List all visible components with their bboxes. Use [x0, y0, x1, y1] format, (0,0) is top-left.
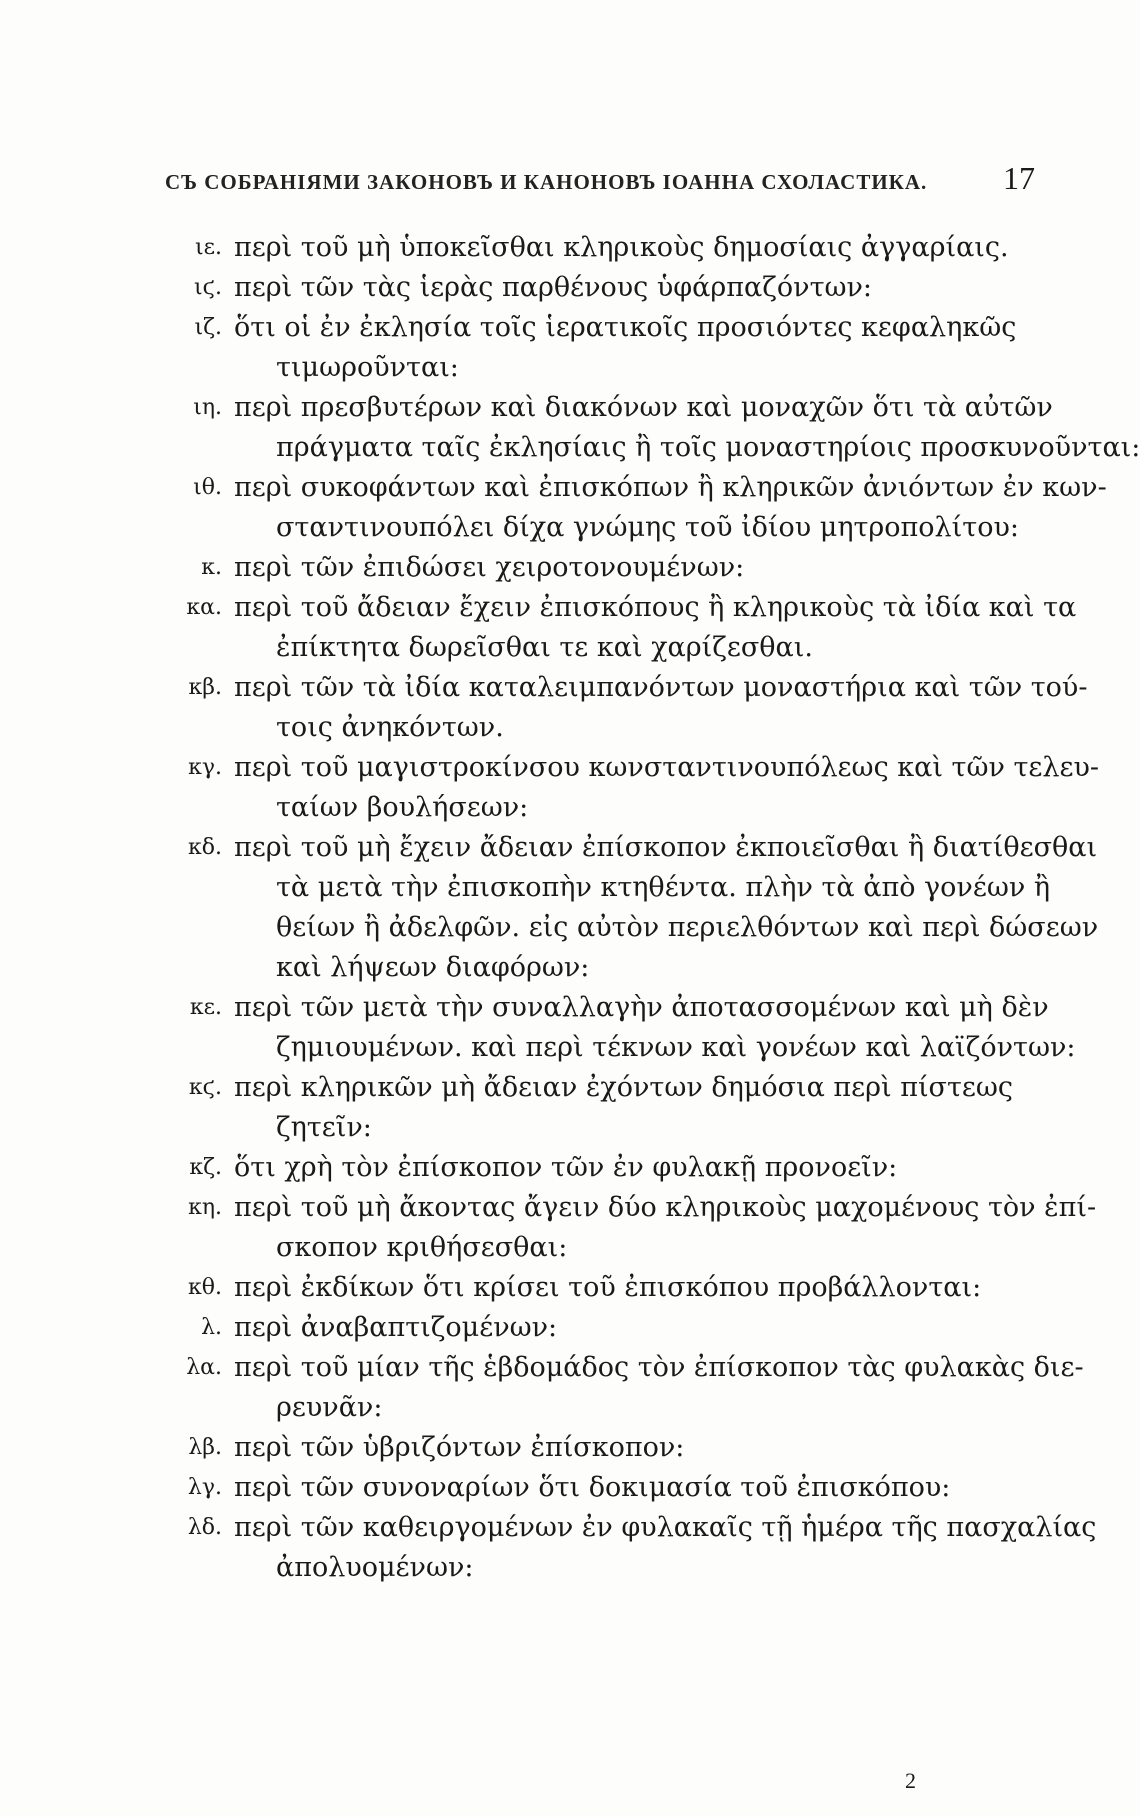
- entry-line: περὶ ἐκδίκων ὅτι κρίσει τοῦ ἐπισκόπου προβάλλονται:: [234, 1272, 982, 1303]
- entry-number: λ.: [201, 1315, 222, 1340]
- entry-text: [234, 748, 1099, 828]
- entry-line: ἀπολυομένων:: [276, 1552, 474, 1583]
- entry-text: [234, 988, 1076, 1068]
- entry-text: [234, 668, 1087, 748]
- entry-number: ιζ.: [194, 315, 222, 340]
- entry-number: κϛ.: [188, 1075, 222, 1100]
- entry-line: σταντινουπόλει δίχα γνώμης τοῦ ἰδίου μητροπολίτου:: [276, 512, 1019, 543]
- entry-text: [234, 268, 1050, 308]
- entry-line: περὶ τοῦ μὴ ὑποκεῖσθαι κληρικοὺς δημοσίαις ἀγγαρίαις.: [234, 232, 1009, 263]
- entry-text: [234, 1188, 1096, 1268]
- entry-text: [234, 468, 1107, 548]
- entry-line: περὶ τοῦ μὴ ἄκοντας ἄγειν δύο κληρικοὺς μαχομένους τὸν ἐπί-: [234, 1192, 1097, 1223]
- entry-line: περὶ τῶν ἐπιδώσει χειροτονουμένων:: [234, 552, 745, 583]
- entry-number: κα.: [186, 595, 222, 620]
- list-item: [150, 1428, 1050, 1468]
- entry-line: ρευνᾶν:: [276, 1392, 383, 1423]
- entry-text: [234, 1348, 1084, 1428]
- list-item: [150, 1308, 1050, 1348]
- list-item: [150, 1508, 1097, 1588]
- entry-line: περὶ τῶν μετὰ τὴν συναλλαγὴν ἀποτασσομένων καὶ μὴ δὲν: [234, 992, 1049, 1023]
- entry-line: περὶ τοῦ μαγιστροκίνσου κωνσταντινουπόλεως καὶ τῶν τελευ-: [234, 752, 1100, 783]
- entry-text: [234, 308, 1050, 388]
- entry-text: [234, 1428, 1050, 1468]
- entry-line: καὶ λήψεων διαφόρων:: [276, 952, 590, 983]
- entry-text: [234, 1148, 1050, 1188]
- entry-number: κθ.: [188, 1275, 222, 1300]
- list-item: [150, 828, 1099, 988]
- list-item: [150, 588, 1077, 668]
- entry-line: τιμωροῦνται:: [276, 352, 459, 383]
- list-item: [150, 1468, 1050, 1508]
- entry-text: [234, 228, 1050, 268]
- entry-line: τοις ἀνηκόντων.: [276, 712, 504, 743]
- list-item: [150, 268, 1050, 308]
- entry-text: [234, 828, 1098, 988]
- entry-number: λβ.: [188, 1435, 222, 1460]
- entry-number: κζ.: [189, 1155, 222, 1180]
- entry-line: περὶ τοῦ μὴ ἔχειν ἄδειαν ἐπίσκοπον ἐκποιεῖσθαι ἢ διατίθεσθαι: [234, 832, 1098, 863]
- entry-line: περὶ τοῦ ἄδειαν ἔχειν ἐπισκόπους ἢ κληρικοὺς τὰ ἰδία καὶ τα: [234, 592, 1077, 623]
- entry-line: περὶ τῶν τὰ ἰδία καταλειμπανόντων μοναστήρια καὶ τῶν τού-: [234, 672, 1088, 703]
- entry-text: [234, 1508, 1096, 1588]
- signature-mark: 2: [905, 1768, 916, 1793]
- entry-number: κβ.: [188, 675, 222, 700]
- list-item: [150, 228, 1050, 268]
- entry-text: [234, 1468, 1050, 1508]
- list-item: [150, 1148, 1050, 1188]
- entry-text: [234, 388, 1140, 468]
- entry-line: σκοπον κριθήσεσθαι:: [276, 1232, 568, 1263]
- table-of-contents: [150, 228, 1140, 1588]
- entry-line: ζημιουμένων. καὶ περὶ τέκνων καὶ γονέων καὶ λαϊζόντων:: [276, 1032, 1076, 1063]
- entry-line: περὶ τῶν τὰς ἱερὰς παρθένους ὑφάρπαζόντων:: [234, 272, 873, 303]
- entry-text: [234, 1068, 1050, 1148]
- entry-line: ὅτι οἱ ἐν ἐκλησία τοῖς ἱερατικοῖς προσιόντες κεφαληκῶς: [234, 312, 1017, 343]
- entry-number: κε.: [189, 995, 222, 1020]
- entry-line: περὶ πρεσβυτέρων καὶ διακόνων καὶ μοναχῶν ὅτι τὰ αὐτῶν: [234, 392, 1053, 423]
- list-item: [150, 1348, 1084, 1428]
- page-header: [165, 160, 1035, 197]
- entry-text: [234, 1268, 1050, 1308]
- entry-text: [234, 548, 1050, 588]
- list-item: [150, 668, 1088, 748]
- entry-line: ταίων βουλήσεων:: [276, 792, 529, 823]
- entry-line: περὶ συκοφάντων καὶ ἐπισκόπων ἢ κληρικῶν ἀνιόντων ἐν κων-: [234, 472, 1107, 503]
- list-item: [150, 988, 1076, 1068]
- entry-line: περὶ ἀναβαπτιζομένων:: [234, 1312, 558, 1343]
- entry-line: θείων ἢ ἀδελφῶν. εἰς αὐτὸν περιελθόντων καὶ περὶ δώσεων: [276, 912, 1099, 943]
- entry-number: ιη.: [193, 395, 222, 420]
- page-number: 17: [1003, 160, 1035, 196]
- entry-number: κγ.: [188, 755, 222, 780]
- entry-number: λγ.: [187, 1475, 222, 1500]
- list-item: [150, 308, 1050, 388]
- entry-line: περὶ τῶν ὑβριζόντων ἐπίσκοπον:: [234, 1432, 685, 1463]
- entry-line: ζητεῖν:: [276, 1112, 372, 1143]
- entry-line: ὅτι χρὴ τὸν ἐπίσκοπον τῶν ἐν φυλακῇ προνοεῖν:: [234, 1152, 898, 1183]
- list-item: [150, 468, 1107, 548]
- list-item: [150, 1268, 1050, 1308]
- list-item: [150, 1068, 1050, 1148]
- list-item: [150, 388, 1140, 468]
- running-head: СЪ СОБРАНІЯМИ ЗАКОНОВЪ И КАНОНОВЪ ІОАННА СХОЛАСТИКА.: [165, 170, 928, 194]
- entry-line: περὶ τῶν καθειργομένων ἐν φυλακαῖς τῇ ἡμέρα τῆς πασχαλίας: [234, 1512, 1097, 1543]
- entry-number: κδ.: [188, 835, 222, 860]
- entry-line: περὶ κληρικῶν μὴ ἄδειαν ἐχόντων δημόσια περὶ πίστεως: [234, 1072, 1014, 1103]
- entry-line: πράγματα ταῖς ἐκλησίαις ἢ τοῖς μοναστηρίοις προσκυνοῦνται:: [276, 432, 1140, 463]
- entry-number: κ.: [201, 555, 222, 580]
- list-item: [150, 1188, 1097, 1268]
- entry-text: [234, 588, 1076, 668]
- entry-line: ἐπίκτητα δωρεῖσθαι τε καὶ χαρίζεσθαι.: [276, 632, 813, 663]
- entry-number: κη.: [188, 1195, 222, 1220]
- entry-number: λδ.: [187, 1515, 222, 1540]
- entry-text: [234, 1308, 1050, 1348]
- list-item: [150, 748, 1100, 828]
- entry-number: ιθ.: [193, 475, 222, 500]
- entry-line: περὶ τῶν συνοναρίων ὅτι δοκιμασία τοῦ ἐπισκόπου:: [234, 1472, 951, 1503]
- entry-number: ιϛ.: [194, 275, 222, 300]
- entry-line: τὰ μετὰ τὴν ἐπισκοπὴν κτηθέντα. πλὴν τὰ ἀπὸ γονέων ἢ: [276, 872, 1051, 903]
- entry-line: περὶ τοῦ μίαν τῆς ἑβδομάδος τὸν ἐπίσκοπον τὰς φυλακὰς διε-: [234, 1352, 1084, 1383]
- entry-number: ιε.: [194, 235, 222, 260]
- entry-number: λα.: [186, 1355, 222, 1380]
- list-item: [150, 548, 1050, 588]
